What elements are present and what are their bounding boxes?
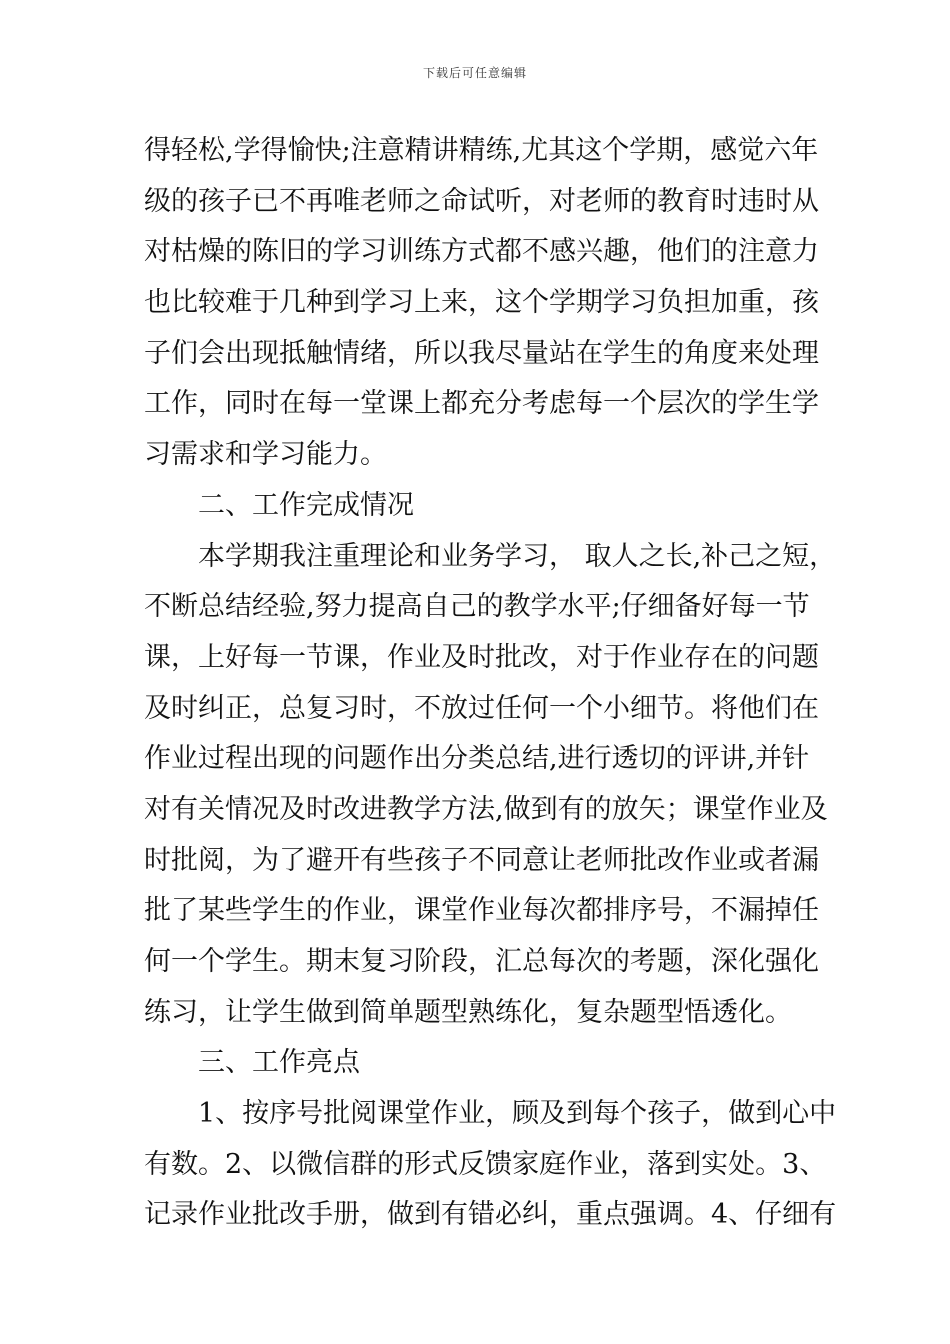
paragraph-line: 批了某些学生的作业，课堂作业每次都排序号，不漏掉任 (144, 895, 819, 927)
paragraph-line: 何一个学生。期末复习阶段，汇总每次的考题，深化强化 (144, 946, 819, 977)
paragraph-line: 级的孩子已不再唯老师之命试听，对老师的教育时违时从 (144, 185, 819, 217)
paragraph-line: 练习，让学生做到简单题型熟练化，复杂题型悟透化。 (144, 996, 792, 1028)
paragraph-line: 课，上好每一节课，作业及时批改，对于作业存在的问题 (144, 641, 819, 673)
paragraph-line: 时批阅，为了避开有些孩子不同意让老师批改作业或者漏 (144, 844, 819, 876)
paragraph-line: 记录作业批改手册，做到有错必纠，重点强调。4、仔细有 (144, 1199, 837, 1231)
paragraph-line: 作业过程出现的问题作出分类总结,进行透切的评讲,并针 (144, 743, 810, 775)
paragraph-line: 子们会出现抵触情绪，所以我尽量站在学生的角度来处理 (144, 337, 819, 369)
paragraph-line: 对有关情况及时改进教学方法,做到有的放矢；课堂作业及 (144, 793, 828, 825)
paragraph-line: 有数。2、以微信群的形式反馈家庭作业，落到实处。3、 (144, 1148, 827, 1180)
paragraph-line: 也比较难于几种到学习上来，这个学期学习负担加重，孩 (144, 287, 819, 319)
document-body (144, 126, 837, 1241)
section-heading: 三、工作亮点 (198, 1047, 360, 1079)
paragraph-line: 习需求和学习能力。 (144, 439, 387, 471)
paragraph-line: 不断总结经验,努力提高自己的教学水平;仔细备好每一节 (144, 591, 810, 623)
section-heading: 二、工作完成情况 (198, 489, 414, 521)
paragraph-line: 及时纠正，总复习时，不放过任何一个小细节。将他们在 (144, 692, 819, 724)
paragraph-line: 对枯燥的陈旧的学习训练方式都不感兴趣，他们的注意力 (144, 236, 819, 268)
page-header: 下载后可任意编辑 (422, 66, 527, 80)
paragraph-line: 本学期我注重理论和业务学习， 取人之长,补己之短， (198, 540, 837, 572)
paragraph-line: 得轻松,学得愉快;注意精讲精练,尤其这个学期，感觉六年 (144, 135, 819, 166)
paragraph-line: 1、按序号批阅课堂作业，顾及到每个孩子，做到心中 (198, 1098, 837, 1130)
paragraph-line: 工作，同时在每一堂课上都充分考虑每一个层次的学生学 (144, 388, 819, 420)
